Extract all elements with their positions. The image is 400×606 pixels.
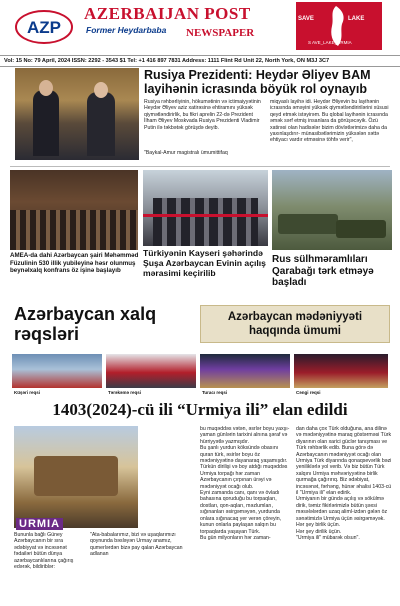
- dance-photo-3: [200, 354, 290, 388]
- urmia-headline[interactable]: 1403(2024)-cü ili “Urmiya ili” elan edildi: [52, 400, 348, 419]
- urmia-col2: bu muqəddəs vətən, əsrlər boyu yaxşı-yaman günlərin tarixini alnına şəraf və hürriyyətlə yazmışdır. Bu şanlı yurdun köksündə obasını quran türk, əsirlər boyu öz mədəniyyətinə dayanaraq yaşamışdır. Türkün dirilişi və boy atdığı muqəddəs Urmiya torpağı hər zaman Azərbaycanın çırpınan ürəyi və mədəniyyət ocağı olub. Eyni zamanda canı, qanı və övladı bahasına qoruduğu bu torpaqları, dostları, qon-aqları, məzlumları, sığınanları əsirgəməyən, yurdunda onlara sığınacaq yer verən çöreyin, kunun onlarla paylaşan xalqın bu torpaqlarda yaşayan Türk. Bu gün milyonların hər zaman-: [200, 426, 290, 541]
- info-bar: Vol: 15 No: 79 April, 2024 ISSN: 2292 - 3543 $1 Tel: +1 416 897 7831 Address: 1111 Flint Rd Unit 22, North York, ON M3J 3C7: [0, 55, 400, 67]
- karabakh-photo: [272, 170, 392, 250]
- urmia-col1b: "Ata-babalarımız, bizi və uşaqlarımızı qoynunda bəsləyən Urmay anamız, qumerlərdən bizə pay qalan Azərbaycan adlanan: [90, 532, 183, 558]
- kayseri-photo: [143, 170, 268, 246]
- masthead-title: AZERBAIJAN POST: [84, 4, 251, 23]
- lead-col1: Rusiya rəhbərliyinin, hökumətinin və ictimaiyyətinin Heydər Əliyev aziz xatirəsinə ehtiramını yüksək qiymətləndirirlik, bu fikri aprelin 22-də Prezident İlham Əliyev Moskvada Rusiya Prezidenti Vladimir Putin ilə təkbətək görüşdə deyib.: [144, 99, 261, 131]
- masthead-newspaper: NEWSPAPER: [186, 27, 255, 39]
- dance-caption-2: Tərəkəmə reqsi: [108, 390, 142, 395]
- urmia-photo: [14, 426, 138, 528]
- azp-logo: [14, 8, 74, 46]
- logo-text: AZP: [27, 18, 61, 37]
- dance-caption-4: Cəngi reqsi: [296, 390, 321, 395]
- urmia-col1: Bununla bağlı Güney Azərbaycanın bir sıra ədəbiyyat və incəsənət fədailəri bütün dünya azərbaycanlılarına çağırış edərək, bildiriblər:: [14, 532, 74, 571]
- masthead-former: Former Heydarbaba: [86, 25, 167, 35]
- urmia-photo-label: URMIA: [16, 518, 63, 530]
- dance-photo-1: [12, 354, 102, 388]
- amea-caption[interactable]: AMEA-da dahi Azərbaycan şairi Məhəmməd Füzulinin 530 illik yubileyinə həsr olunmuş beynəlxalq konfrans öz işinə başlayıb: [10, 252, 139, 275]
- badge-save: SAVE: [298, 16, 314, 22]
- culture-title[interactable]: Azərbaycan mədəniyyəti haqqında ümumi: [200, 305, 390, 343]
- badge-hashtag: S AVE_LAKE_URMIA: [308, 40, 352, 45]
- lead-col1b: "Baykal-Amur magistralı ümumittifaq: [144, 150, 228, 156]
- dance-caption-3: Turacı reqsi: [202, 390, 228, 395]
- kayseri-caption[interactable]: Türkiyənin Kayseri şəhərində Şuşa Azərbaycan Evinin açılış mərasimi keçirilib: [143, 248, 266, 278]
- badge-lake: LAKE: [348, 16, 365, 22]
- urmia-col3: dan daha çox Türk olduğuna, ana dilinə və mədəniyyətinə maraq göstərməsi Türk diyarının olan xarici güclər tanışması ve Türk rəhbərlik edib. Buna görə də Azərbaycanın mədəniyyət ocağı olan Urmiya Türk diyarında qonaqsevərlik bəzi yeniliklərlə yol verib. Və biz bütün Türk xalqını Urmiya məhvəriyyətinə birlik qurmağa çağırırıq. Biz ədəbiyat, incəsənət, fərhəng, hünər əhalisi 1403-cü il "Urmiya ili" elan edirik. Urmiyanın bir gündə açılış və sökülmə dirik, təmiz fikirlərimizlə bütün şəxsi məsələlərdən uzaq aliml-izdən gələn öz sənətimizlə Urmiya üçün əsirgəməyək. Hər şey birlik üçün. Hər şey dirilik üçün. "Urmiya ili" mübarək olsun".: [296, 426, 392, 541]
- divider: [10, 166, 390, 167]
- amea-photo: [10, 170, 138, 250]
- lead-col2: miqyaslı layihə idi. Heydər Əliyevin bu layihənin icrasında əməyini yüksək qiymətləndiririlərini xüsusi qeyd etmək istəyirəm. Bu qlobal layihənin icrasında əmək sərf etmiş insanlara da görüşəcəyik. Özü xatirəsi olan hadisələr bizim dövlətlərimizə daha da yaxınlaşdırır- münasibətlərimizin yüksələn xəttə ehtiyacı vardır etməsinə töhfə verir",: [270, 99, 389, 144]
- dance-photo-2: [106, 354, 196, 388]
- lead-headline[interactable]: Rusiya Prezidenti: Heydər Əliyev BAM layihənin icrasında böyük rol oynayıb: [144, 68, 371, 96]
- dance-caption-1: Küşəri reqsi: [14, 390, 41, 395]
- dances-title[interactable]: Azərbaycan xalq rəqsləri: [14, 304, 157, 344]
- karabakh-caption[interactable]: Rus sülhməramlıları Qarabağı tərk etməyə başladı: [272, 254, 374, 288]
- lead-photo: [15, 68, 139, 160]
- dance-photo-4: [294, 354, 388, 388]
